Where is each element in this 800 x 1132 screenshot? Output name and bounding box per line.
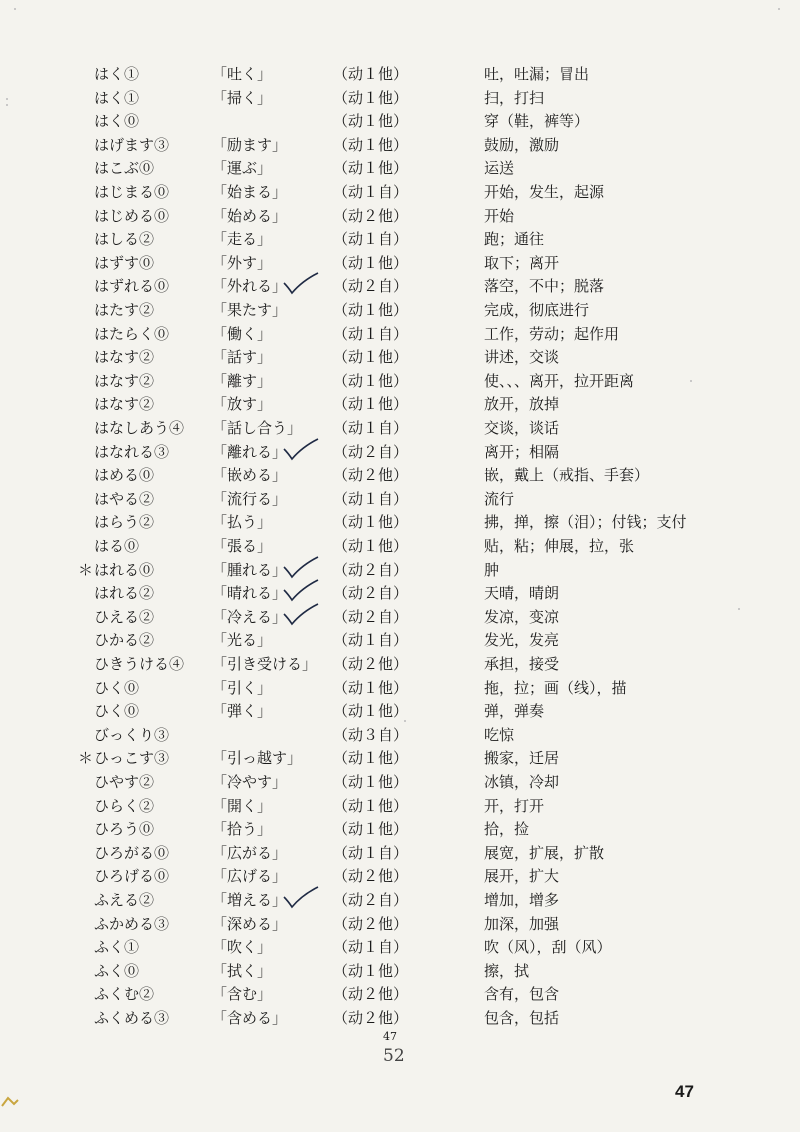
entry-reading: はやる② <box>94 489 155 508</box>
entry-part-of-speech: （动２自） <box>333 442 409 461</box>
entry-part-of-speech: （动２他） <box>333 1009 409 1027</box>
list-item <box>0 228 800 251</box>
entry-reading: ひく⓪ <box>94 678 140 697</box>
entry-kanji: 「走る」 <box>212 230 273 249</box>
entry-part-of-speech: （动１他） <box>333 112 409 131</box>
entry-meaning: 承担，接受 <box>484 655 560 673</box>
entry-meaning: 运送 <box>484 159 515 178</box>
entry-reading: はずれる⓪ <box>94 277 170 296</box>
entry-reading: ひかる② <box>94 631 155 650</box>
entry-meaning: 擦，拭 <box>484 961 530 980</box>
entry-reading: ひえる② <box>94 607 155 626</box>
entry-meaning: 跑；通往 <box>484 230 545 249</box>
entry-meaning: 交谈，谈话 <box>484 419 560 437</box>
page-number-middle: 52 <box>383 1046 405 1066</box>
entry-kanji: 「外れる」 <box>212 277 288 296</box>
list-item <box>0 747 800 770</box>
entry-part-of-speech: （动１他） <box>333 820 409 839</box>
list-item <box>0 677 800 700</box>
entry-kanji: 「話し合う」 <box>212 419 303 437</box>
entry-meaning: 发凉，变凉 <box>484 607 560 626</box>
entry-reading: ひろう⓪ <box>94 820 155 839</box>
entry-reading: はじめる⓪ <box>94 206 170 225</box>
entry-part-of-speech: （动１他） <box>333 395 409 414</box>
entry-kanji: 「流行る」 <box>212 489 288 508</box>
entry-kanji: 「含む」 <box>212 985 273 1004</box>
entry-part-of-speech: （动１他） <box>333 348 409 367</box>
list-item <box>0 983 800 1006</box>
corner-mark-icon <box>0 1094 22 1108</box>
entry-reading: はたらく⓪ <box>94 324 170 343</box>
list-item <box>0 323 800 346</box>
entry-meaning: 拖，拉；画（线），描 <box>484 678 627 697</box>
entry-part-of-speech: （动１自） <box>333 631 409 650</box>
list-item <box>0 488 800 511</box>
entry-kanji: 「冷える」 <box>212 607 288 626</box>
paper-speck <box>6 104 8 106</box>
paper-speck <box>778 8 780 10</box>
entry-kanji: 「開く」 <box>212 796 273 815</box>
entry-meaning: 开，打开 <box>484 796 545 815</box>
entry-kanji: 「冷やす」 <box>212 773 288 791</box>
entry-meaning: 取下；离开 <box>484 253 560 272</box>
entry-kanji: 「果たす」 <box>212 301 288 319</box>
list-item <box>0 417 800 440</box>
list-item <box>0 889 800 912</box>
check-mark-icon <box>282 578 322 604</box>
entry-part-of-speech: （动２他） <box>333 655 409 673</box>
entry-reading: はげます③ <box>94 135 170 154</box>
list-item <box>0 559 800 582</box>
entry-kanji: 「始まる」 <box>212 183 288 201</box>
entry-meaning: 拾，捡 <box>484 820 530 839</box>
entry-kanji: 「働く」 <box>212 324 273 343</box>
entry-meaning: 落空，不中；脱落 <box>484 277 605 296</box>
entry-meaning: 鼓励，激励 <box>484 135 560 154</box>
entry-meaning: 扫，打扫 <box>484 88 545 107</box>
paper-speck <box>738 608 740 610</box>
entry-reading: ふくめる③ <box>94 1009 170 1027</box>
entry-meaning: 离开；相隔 <box>484 442 560 461</box>
entry-part-of-speech: （动１他） <box>333 961 409 980</box>
entry-part-of-speech: （动２他） <box>333 985 409 1004</box>
entry-kanji: 「拭く」 <box>212 961 273 980</box>
list-item <box>0 582 800 605</box>
entry-meaning: 嵌，戴上（戒指、手套） <box>484 466 650 485</box>
entry-part-of-speech: （动１自） <box>333 843 409 862</box>
entry-part-of-speech: （动２自） <box>333 277 409 296</box>
list-item <box>0 960 800 983</box>
entry-meaning: 工作，劳动；起作用 <box>484 324 620 343</box>
entry-kanji: 「拾う」 <box>212 820 273 839</box>
entry-part-of-speech: （动１他） <box>333 678 409 697</box>
entry-kanji: 「引っ越す」 <box>212 749 303 768</box>
entry-meaning: 展开，扩大 <box>484 867 560 886</box>
entry-kanji: 「腫れる」 <box>212 560 288 579</box>
list-item <box>0 393 800 416</box>
entry-reading: ひろげる⓪ <box>94 867 170 886</box>
list-item <box>0 606 800 629</box>
entry-kanji: 「含める」 <box>212 1009 288 1027</box>
list-item <box>0 629 800 652</box>
entry-kanji: 「掃く」 <box>212 88 273 107</box>
entry-part-of-speech: （动２他） <box>333 914 409 933</box>
entry-meaning: 展宽，扩展，扩散 <box>484 843 605 862</box>
entry-part-of-speech: （动１他） <box>333 253 409 272</box>
entry-meaning: 讲述，交谈 <box>484 348 560 367</box>
entry-kanji: 「離す」 <box>212 371 273 390</box>
entry-meaning: 使、、、离开，拉开距离 <box>484 371 635 390</box>
list-item <box>0 795 800 818</box>
entry-kanji: 「引く」 <box>212 678 273 697</box>
list-item <box>0 157 800 180</box>
entry-kanji: 「嵌める」 <box>212 466 288 485</box>
entry-meaning: 冰镇，冷却 <box>484 773 560 791</box>
entry-part-of-speech: （动２自） <box>333 584 409 603</box>
entry-meaning: 吹（风），刮（风） <box>484 938 612 957</box>
entry-meaning: 天晴，晴朗 <box>484 584 560 603</box>
entry-reading: ひろがる⓪ <box>94 843 170 862</box>
list-item <box>0 134 800 157</box>
list-item <box>0 511 800 534</box>
entry-meaning: 含有，包含 <box>484 985 560 1004</box>
list-item <box>0 370 800 393</box>
entry-meaning: 完成，彻底进行 <box>484 301 590 319</box>
list-item <box>0 865 800 888</box>
list-item <box>0 63 800 86</box>
entry-reading: はらう② <box>94 513 155 532</box>
entry-reading: はめる⓪ <box>94 466 155 485</box>
entry-part-of-speech: （动１他） <box>333 135 409 154</box>
entry-reading: ひらく② <box>94 796 155 815</box>
paper-speck <box>404 720 406 722</box>
entry-reading: はじまる⓪ <box>94 183 170 201</box>
check-mark-icon <box>282 885 322 911</box>
entry-part-of-speech: （动１他） <box>333 88 409 107</box>
list-item <box>0 535 800 558</box>
entry-kanji: 「吐く」 <box>212 65 273 83</box>
entry-part-of-speech: （动１自） <box>333 324 409 343</box>
entry-meaning: 加深，加强 <box>484 914 560 933</box>
entry-meaning: 开始 <box>484 206 515 225</box>
entry-meaning: 肿 <box>484 560 500 579</box>
entry-meaning: 吐，吐漏；冒出 <box>484 65 590 83</box>
entry-reading: はこぶ⓪ <box>94 159 155 178</box>
check-mark-icon <box>282 437 322 463</box>
entry-meaning: 穿（鞋，裤等） <box>484 112 590 131</box>
entry-reading: はく① <box>94 65 140 83</box>
entry-meaning: 放开，放掉 <box>484 395 560 414</box>
list-item <box>0 936 800 959</box>
list-item <box>0 441 800 464</box>
entry-part-of-speech: （动１他） <box>333 65 409 83</box>
list-item <box>0 205 800 228</box>
entry-reading: びっくり③ <box>94 725 170 744</box>
entry-star-mark: ＊ <box>78 560 94 579</box>
entry-reading: はなす② <box>94 395 155 414</box>
list-item <box>0 87 800 110</box>
entry-meaning: 吃惊 <box>484 725 515 744</box>
entry-part-of-speech: （动１他） <box>333 371 409 390</box>
list-item <box>0 842 800 865</box>
entry-reading: ふえる② <box>94 891 155 909</box>
entry-reading: はなす② <box>94 348 155 367</box>
list-item <box>0 913 800 936</box>
entry-reading: はしる② <box>94 230 155 249</box>
entry-part-of-speech: （动１自） <box>333 183 409 201</box>
entry-reading: はなす② <box>94 371 155 390</box>
entry-part-of-speech: （动２自） <box>333 607 409 626</box>
entry-meaning: 流行 <box>484 489 515 508</box>
entry-kanji: 「広げる」 <box>212 867 288 886</box>
list-item <box>0 724 800 747</box>
entry-reading: ふくむ② <box>94 985 155 1004</box>
entry-reading: はなしあう④ <box>94 419 185 437</box>
entry-part-of-speech: （动１他） <box>333 773 409 791</box>
page-number-small: 47 <box>383 1030 397 1043</box>
entry-part-of-speech: （动１他） <box>333 159 409 178</box>
entry-reading: ひっこす③ <box>94 749 170 768</box>
entry-part-of-speech: （动１他） <box>333 513 409 532</box>
check-mark-icon <box>282 271 322 297</box>
entry-kanji: 「外す」 <box>212 253 273 272</box>
entry-meaning: 贴，粘；伸展，拉，张 <box>484 537 635 555</box>
entry-part-of-speech: （动２他） <box>333 466 409 485</box>
entry-kanji: 「話す」 <box>212 348 273 367</box>
entry-reading: はれる⓪ <box>94 560 155 579</box>
entry-meaning: 搬家，迁居 <box>484 749 560 768</box>
list-item <box>0 299 800 322</box>
entry-part-of-speech: （动１自） <box>333 230 409 249</box>
entry-reading: はずす⓪ <box>94 253 155 272</box>
entry-kanji: 「励ます」 <box>212 135 288 154</box>
list-item <box>0 464 800 487</box>
entry-reading: はる⓪ <box>94 537 140 555</box>
entry-kanji: 「晴れる」 <box>212 584 288 603</box>
paper-speck <box>690 380 692 382</box>
page-number-bold: 47 <box>675 1082 694 1101</box>
entry-reading: ひきうける④ <box>94 655 185 673</box>
entry-part-of-speech: （动３自） <box>333 725 409 744</box>
entry-meaning: 开始，发生，起源 <box>484 183 605 201</box>
entry-meaning: 增加，增多 <box>484 891 560 909</box>
check-mark-icon <box>282 602 322 628</box>
list-item <box>0 110 800 133</box>
entry-kanji: 「引き受ける」 <box>212 655 318 673</box>
entry-meaning: 包含，包括 <box>484 1009 560 1027</box>
list-item <box>0 181 800 204</box>
entry-kanji: 「払う」 <box>212 513 273 532</box>
entry-kanji: 「広がる」 <box>212 843 288 862</box>
check-mark-icon <box>282 555 322 581</box>
entry-kanji: 「放す」 <box>212 395 273 414</box>
paper-speck <box>14 8 16 10</box>
entry-meaning: 弹，弹奏 <box>484 702 545 721</box>
entry-reading: ひやす② <box>94 773 155 791</box>
entry-part-of-speech: （动１自） <box>333 489 409 508</box>
list-item <box>0 700 800 723</box>
entry-reading: はたす② <box>94 301 155 319</box>
entry-reading: ひく⓪ <box>94 702 140 721</box>
entry-reading: ふく① <box>94 938 140 957</box>
list-item <box>0 771 800 794</box>
entry-part-of-speech: （动２他） <box>333 867 409 886</box>
list-item <box>0 346 800 369</box>
list-item <box>0 275 800 298</box>
entry-kanji: 「離れる」 <box>212 442 288 461</box>
entry-reading: はく⓪ <box>94 112 140 131</box>
entry-reading: ふく⓪ <box>94 961 140 980</box>
entry-part-of-speech: （动１他） <box>333 796 409 815</box>
entry-meaning: 发光，发亮 <box>484 631 560 650</box>
list-item <box>0 1007 800 1030</box>
list-item <box>0 818 800 841</box>
entry-kanji: 「弾く」 <box>212 702 273 721</box>
entry-part-of-speech: （动２自） <box>333 891 409 909</box>
entry-kanji: 「吹く」 <box>212 938 273 957</box>
entry-reading: はなれる③ <box>94 442 170 461</box>
paper-speck <box>6 98 8 100</box>
entry-kanji: 「張る」 <box>212 537 273 555</box>
entry-part-of-speech: （动１他） <box>333 749 409 768</box>
entry-reading: ふかめる③ <box>94 914 170 933</box>
list-item <box>0 252 800 275</box>
entry-kanji: 「始める」 <box>212 206 288 225</box>
entry-star-mark: ＊ <box>78 749 94 768</box>
entry-kanji: 「深める」 <box>212 914 288 933</box>
entry-reading: はく① <box>94 88 140 107</box>
entry-part-of-speech: （动１自） <box>333 419 409 437</box>
entry-kanji: 「光る」 <box>212 631 273 650</box>
entry-kanji: 「増える」 <box>212 891 288 909</box>
list-item <box>0 653 800 676</box>
entry-part-of-speech: （动１他） <box>333 537 409 555</box>
entry-part-of-speech: （动１自） <box>333 938 409 957</box>
entry-part-of-speech: （动１他） <box>333 301 409 319</box>
entry-meaning: 拂，掸，擦（泪）；付钱；支付 <box>484 513 687 532</box>
entry-kanji: 「運ぶ」 <box>212 159 273 178</box>
entry-part-of-speech: （动２自） <box>333 560 409 579</box>
entry-part-of-speech: （动１他） <box>333 702 409 721</box>
entry-reading: はれる② <box>94 584 155 603</box>
entry-part-of-speech: （动２他） <box>333 206 409 225</box>
